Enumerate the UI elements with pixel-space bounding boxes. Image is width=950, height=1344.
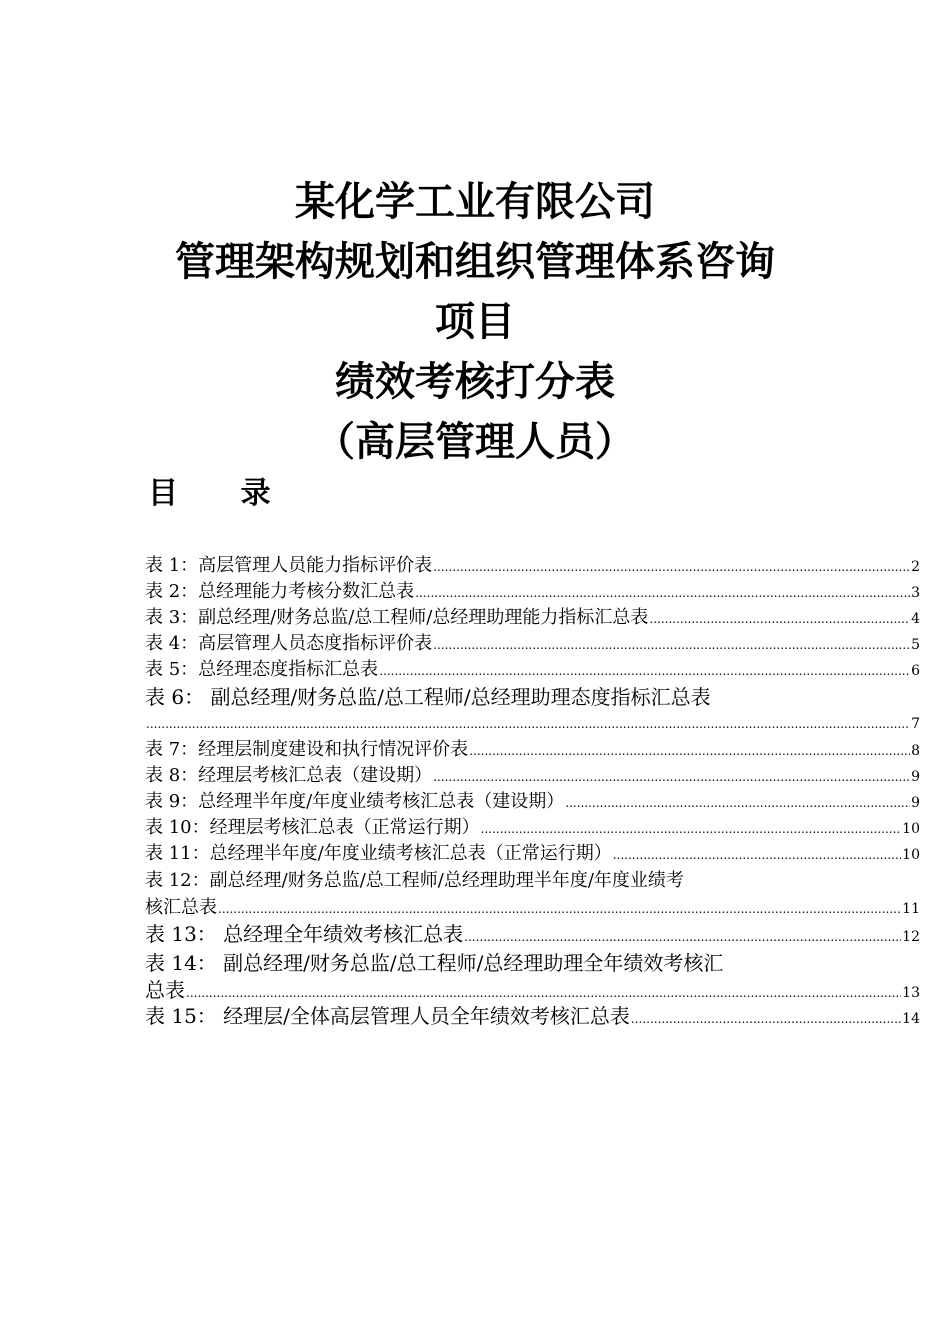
toc-page-number: 14: [902, 1011, 920, 1027]
project-name: 管理架构规划和组织管理体系咨询: [175, 239, 775, 285]
dot-leader: [464, 924, 901, 950]
toc-entry[interactable]: [145, 949, 920, 1003]
dot-leader: [415, 580, 910, 606]
toc-entry[interactable]: [145, 763, 920, 789]
toc-page-number: 11: [902, 901, 920, 917]
toc-page-number: 9: [911, 769, 920, 785]
toc-page-number: 4: [911, 611, 920, 627]
toc-entry-label: 表 5：总经理态度指标汇总表: [145, 659, 379, 680]
toc-page-number: 7: [911, 716, 920, 732]
toc-entry-label: 表 10：经理层考核汇总表（正常运行期）: [145, 817, 480, 838]
form-title: 绩效考核打分表: [335, 359, 615, 405]
project-suffix: 项目: [435, 299, 515, 345]
toc-page-number: 12: [902, 929, 920, 945]
dot-leader: [433, 632, 910, 658]
toc-entry-label: 表 3：副总经理/财务总监/总工程师/总经理助理能力指标汇总表: [145, 607, 649, 628]
toc-entry-label: 表 1：高层管理人员能力指标评价表: [145, 555, 433, 576]
toc-entry[interactable]: [145, 683, 920, 737]
toc-entry[interactable]: [145, 605, 920, 631]
dot-leader: [613, 842, 901, 868]
toc-entry-label: 表 13： 总经理全年绩效考核汇总表: [145, 922, 464, 946]
toc-entry-label: 表 15： 经理层/全体高层管理人员全年绩效考核汇总表: [145, 1004, 630, 1028]
toc-entry-label: 核汇总表: [145, 897, 217, 918]
form-subtitle: （高层管理人员）: [315, 419, 635, 465]
dot-leader: [481, 816, 902, 842]
toc-entry[interactable]: [145, 867, 920, 921]
toc-entry[interactable]: [145, 921, 920, 949]
toc-entry-label: 表 4：高层管理人员态度指标评价表: [145, 633, 433, 654]
dot-leader: [565, 790, 910, 816]
toc-entry[interactable]: [145, 1003, 920, 1031]
dot-leader: [146, 711, 910, 737]
toc-entry[interactable]: [145, 737, 920, 763]
dot-leader: [631, 1006, 901, 1032]
toc-entry-label: 表 9：总经理半年度/年度业绩考核汇总表（建设期）: [145, 791, 565, 812]
dot-leader: [218, 896, 901, 922]
toc-entry[interactable]: [145, 815, 920, 841]
toc-entry-label-line1: 表 12：副总经理/财务总监/总工程师/总经理助理半年度/年度业绩考: [145, 870, 684, 891]
toc-entry[interactable]: [145, 631, 920, 657]
toc-page-number: 3: [911, 585, 920, 601]
company-name: 某化学工业有限公司: [295, 179, 655, 225]
toc-page-number: 10: [902, 821, 920, 837]
dot-leader: [433, 554, 910, 580]
toc-entry-label-line1: 表 6： 副总经理/财务总监/总工程师/总经理助理态度指标汇总表: [145, 685, 711, 709]
toc-page-number: 8: [911, 743, 920, 759]
toc-entry[interactable]: [145, 841, 920, 867]
toc-entry-label: 表 11：总经理半年度/年度业绩考核汇总表（正常运行期）: [145, 843, 612, 864]
toc-page-number: 13: [902, 985, 920, 1001]
toc-page-number: 10: [902, 847, 920, 863]
toc-entry[interactable]: [145, 553, 920, 579]
toc-page-number: 9: [911, 795, 920, 811]
dot-leader: [649, 606, 910, 632]
toc-entry-label: 总表: [145, 978, 185, 1002]
toc-entry-label-line1: 表 14： 副总经理/财务总监/总工程师/总经理助理全年绩效考核汇: [145, 951, 724, 975]
toc-entry[interactable]: [145, 657, 920, 683]
document-title: [0, 172, 950, 472]
toc-page-number: 2: [911, 559, 920, 575]
toc-entry-label: 表 2：总经理能力考核分数汇总表: [145, 581, 415, 602]
toc-entry[interactable]: [145, 579, 920, 605]
dot-leader: [379, 658, 910, 684]
toc-entry-label: 表 8：经理层考核汇总表（建设期）: [145, 765, 433, 786]
toc-entry-label: 表 7：经理层制度建设和执行情况评价表: [145, 739, 469, 760]
toc-entry[interactable]: [145, 789, 920, 815]
dot-leader: [433, 764, 910, 790]
toc-page-number: 5: [911, 637, 920, 653]
toc-heading: 目 录: [148, 476, 271, 511]
dot-leader: [469, 738, 910, 764]
toc-page-number: 6: [911, 663, 920, 679]
table-of-contents: [145, 553, 920, 1031]
